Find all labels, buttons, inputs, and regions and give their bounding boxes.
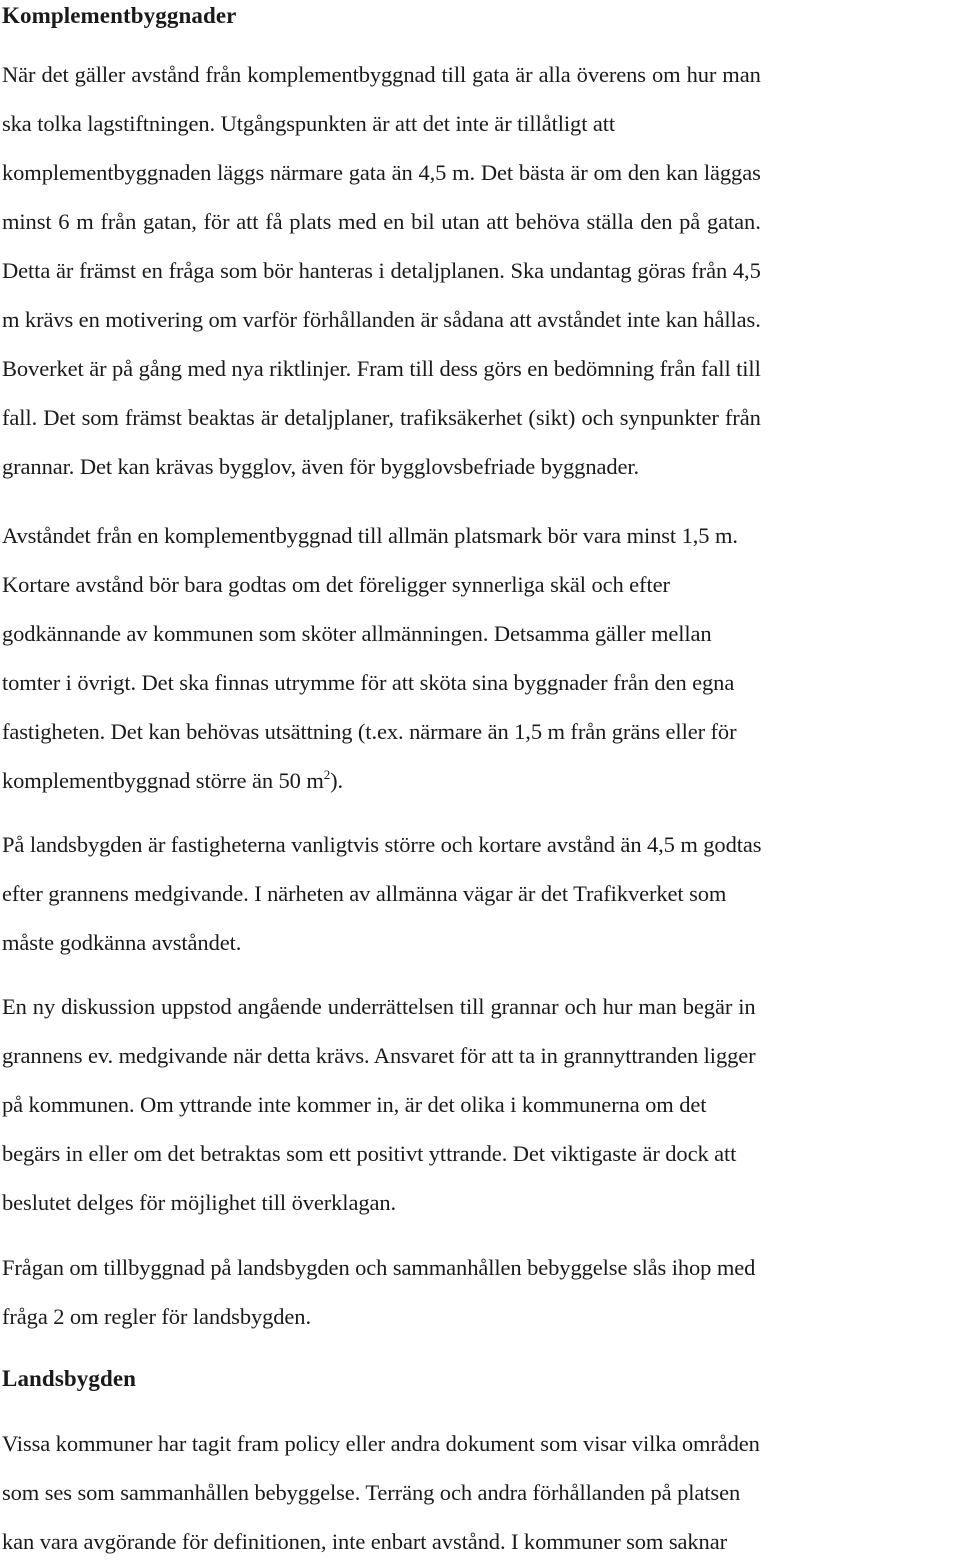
text-line: kan vara avgörande för definitionen, inte enbart avstånd. I kommuner som saknar <box>2 1529 727 1554</box>
text-line: fastigheten. Det kan behövas utsättning (t.ex. närmare än 1,5 m från gräns eller för <box>2 719 737 744</box>
text-line: På landsbygden är fastigheterna vanligtvis större och kortare avstånd än 4,5 m godtas <box>2 832 762 857</box>
text-line: måste godkänna avståndet. <box>2 930 242 955</box>
paragraph-rural-policy <box>2 1419 760 1566</box>
text-line: beslutet delges för möjlighet till överklagan. <box>2 1190 397 1215</box>
text-fragment: ). <box>330 768 344 793</box>
text-line: godkännande av kommunen som sköter allmänningen. Detsamma gäller mellan <box>2 621 712 646</box>
text-line: ska tolka lagstiftningen. Utgångspunkten är att det inte är tillåtligt att <box>2 111 616 136</box>
paragraph-extension-question <box>2 1243 755 1341</box>
text-line: fall. Det som främst beaktas är detaljplaner, trafiksäkerhet (sikt) och synpunkter från <box>2 405 761 430</box>
text-fragment: komplementbyggnad större än 50 m <box>2 768 324 793</box>
text-line: Detta är främst en fråga som bör hanteras i detaljplanen. Ska undantag göras från 4,5 <box>2 258 761 283</box>
text-line: m krävs en motivering om varför förhållanden är sådana att avståndet inte kan hållas. <box>2 307 761 332</box>
text-line: tomter i övrigt. Det ska finnas utrymme för att sköta sina byggnader från den egna <box>2 670 735 695</box>
section-heading-komplementbyggnader: Komplementbyggnader <box>2 3 237 28</box>
text-line: Kortare avstånd bör bara godtas om det föreligger synnerliga skäl och efter <box>2 572 670 597</box>
paragraph-public-land-distance <box>2 511 738 805</box>
text-line: När det gäller avstånd från komplementbyggnad till gata är alla överens om hur man <box>2 62 761 87</box>
text-line: som ses som sammanhållen bebyggelse. Terräng och andra förhållanden på platsen <box>2 1480 741 1505</box>
text-line: på kommunen. Om yttrande inte kommer in, är det olika i kommunerna om det <box>2 1092 707 1117</box>
text-line: Vissa kommuner har tagit fram policy eller andra dokument som visar vilka områden <box>2 1431 760 1456</box>
text-line: komplementbyggnaden läggs närmare gata än 4,5 m. Det bästa är om den kan läggas <box>2 160 761 185</box>
paragraph-neighbour-notification <box>2 982 756 1227</box>
superscript-exponent: 2 <box>323 767 331 782</box>
paragraph-street-distance <box>2 50 761 491</box>
text-line: efter grannens medgivande. I närheten av allmänna vägar är det Trafikverket som <box>2 881 727 906</box>
paragraph-rural-distance <box>2 820 761 967</box>
text-line: begärs in eller om det betraktas som ett positivt yttrande. Det viktigaste är dock att <box>2 1141 737 1166</box>
text-line: Boverket är på gång med nya riktlinjer. Fram till dess görs en bedömning från fall till <box>2 356 761 381</box>
text-line: En ny diskussion uppstod angående underrättelsen till grannar och hur man begär in <box>2 994 756 1019</box>
section-heading-landsbygden: Landsbygden <box>2 1366 137 1391</box>
text-line: Avståndet från en komplementbyggnad till allmän platsmark bör vara minst 1,5 m. <box>2 523 738 548</box>
text-line: fråga 2 om regler för landsbygden. <box>2 1304 311 1329</box>
text-line <box>2 756 738 805</box>
text-line: grannar. Det kan krävas bygglov, även för bygglovsbefriade byggnader. <box>2 454 640 479</box>
text-line: grannens ev. medgivande när detta krävs. Ansvaret för att ta in grannyttranden ligger <box>2 1043 756 1068</box>
text-line: minst 6 m från gatan, för att få plats med en bil utan att behöva ställa den på gatan. <box>2 209 761 234</box>
text-line: Frågan om tillbyggnad på landsbygden och sammanhållen bebyggelse slås ihop med <box>2 1255 756 1280</box>
